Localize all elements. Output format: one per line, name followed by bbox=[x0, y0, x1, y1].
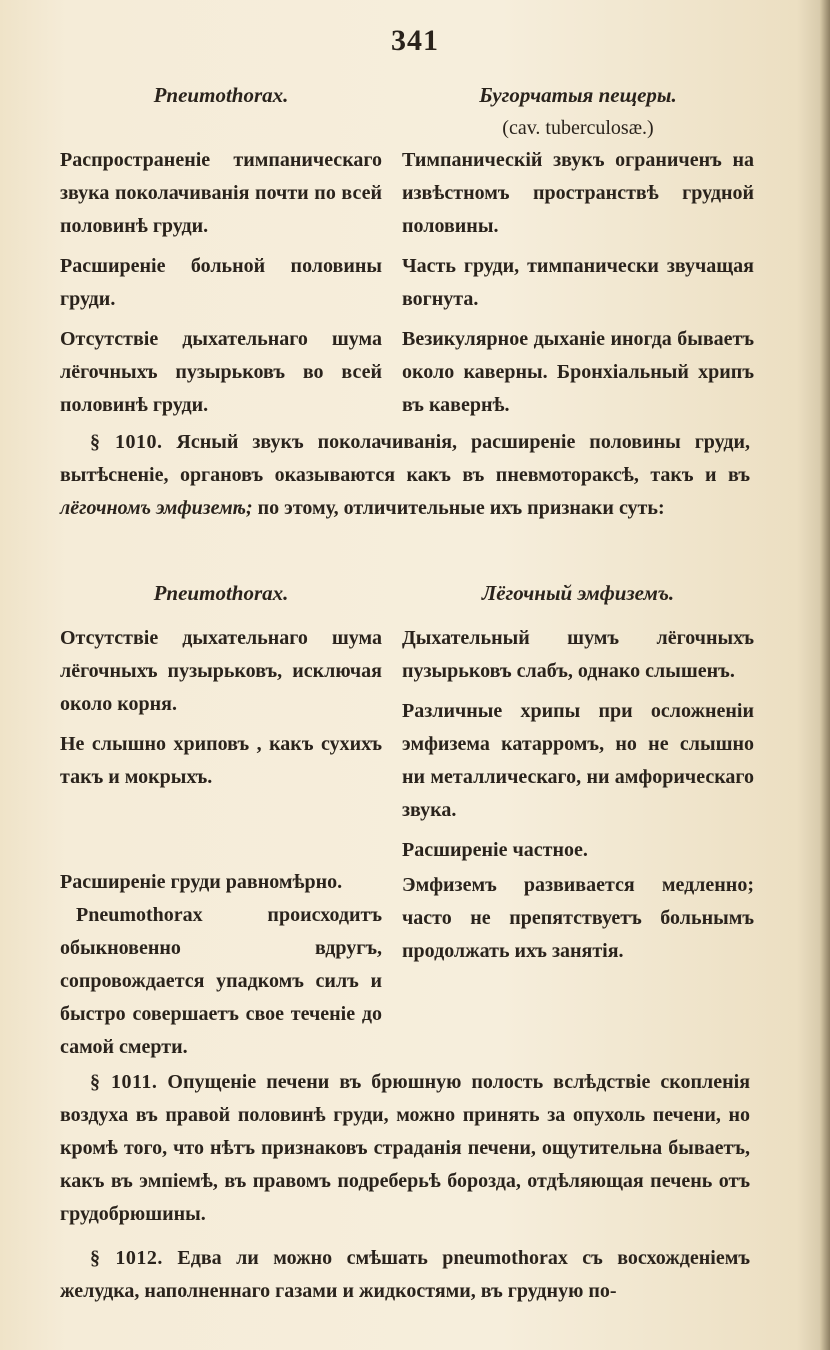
table1-right-item: Везикулярное дыханіе иногда бываетъ около каверны. Бронхіальный хрипъ въ кавернѣ. bbox=[402, 328, 754, 416]
table1-right-subheading: (cav. tuberculosæ.) bbox=[502, 117, 654, 139]
table1-right-item: Часть груди, тимпанически звучащая вогнута. bbox=[402, 255, 754, 310]
section-number: § 1010. bbox=[90, 431, 163, 453]
table2-left-heading: Pneumothorax. bbox=[153, 581, 289, 605]
table2-right-column bbox=[402, 576, 754, 975]
section-italic-term: лёгочномъ эмфиземѣ; bbox=[60, 497, 253, 519]
table1-left-column bbox=[60, 78, 382, 429]
table2-left-column bbox=[60, 576, 382, 1071]
table1-right-column bbox=[402, 78, 754, 429]
table2-left-item: Pneumothorax происходитъ обыкновенно вдругъ, сопровождается упадкомъ силъ и быстро совершаетъ свое теченіе до самой смерти. bbox=[60, 904, 382, 1058]
table2-right-heading: Лёгочный эмфиземъ. bbox=[481, 581, 675, 605]
table1-left-item: Отсутствіе дыхательнаго шума лёгочныхъ пузырьковъ во всей половинѣ груди. bbox=[60, 328, 382, 416]
table1-left-item: Расширеніе больной половины груди. bbox=[60, 255, 382, 310]
page-edge bbox=[820, 0, 830, 1350]
table2-right-item: Различные хрипы при осложненіи эмфизема катарромъ, но не слышно ни металлическаго, ни амфорическаго звука. bbox=[402, 700, 754, 821]
table2-left-item: Не слышно хриповъ , какъ сухихъ такъ и мокрыхъ. bbox=[60, 733, 382, 788]
section-text: Опущеніе печени въ брюшную полость вслѣдствіе скопленія воздуха въ правой половинѣ груди, можно принять за опухоль печени, но кромѣ того, что нѣтъ признаковъ страданія печени, ощутительна бываетъ, какъ въ эмпіемѣ, въ правомъ подреберьѣ борозда, отдѣляющая печень отъ грудобрюшины. bbox=[60, 1071, 751, 1225]
table1-right-item: Тимпаническій звукъ ограниченъ на извѣстномъ пространствѣ грудной половины. bbox=[402, 149, 754, 237]
section-1010 bbox=[60, 426, 750, 525]
section-1012 bbox=[60, 1242, 750, 1308]
section-number: § 1012. bbox=[90, 1247, 163, 1269]
table2-right-item: Дыхательный шумъ лёгочныхъ пузырьковъ слабъ, однако слышенъ. bbox=[402, 627, 754, 682]
table1-right-heading: Бугорчатыя пещеры. bbox=[479, 83, 677, 107]
section-1011 bbox=[60, 1066, 750, 1231]
table1-left-heading: Pneumothorax. bbox=[153, 83, 289, 107]
section-text: Едва ли можно смѣшать pneumothorax съ восхожденіемъ желудка, наполненнаго газами и жидкостями, въ грудную по- bbox=[60, 1247, 751, 1302]
table2-left-item: Расширеніе груди равномѣрно. bbox=[60, 871, 343, 893]
section-text: Ясный звукъ поколачиванія, расширеніе половины груди, вытѣсненіе, органовъ оказываются какъ въ пневмотораксѣ, такъ и въ bbox=[60, 431, 751, 486]
table2-right-item: Расширеніе частное. bbox=[402, 839, 588, 861]
table2-left-item: Отсутствіе дыхательнаго шума лёгочныхъ пузырьковъ, исключая около корня. bbox=[60, 627, 382, 715]
table2-right-item: Эмфиземъ развивается медленно; часто не препятствуетъ больнымъ продолжать ихъ занятія. bbox=[402, 874, 754, 962]
table1-left-item: Распространеніе тимпаническаго звука поколачиванія почти по всей половинѣ груди. bbox=[60, 149, 382, 237]
page-number: 341 bbox=[391, 24, 439, 57]
section-number: § 1011. bbox=[90, 1071, 158, 1093]
section-text: по этому, отличительные ихъ признаки суть: bbox=[257, 497, 665, 519]
